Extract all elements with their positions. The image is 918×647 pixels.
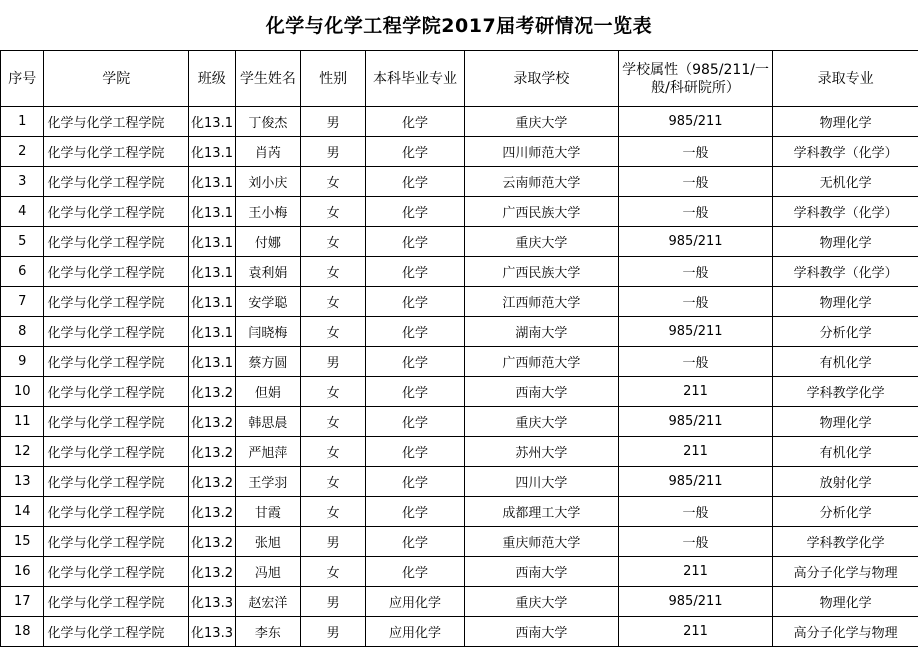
header-college: 学院 [44, 51, 189, 107]
cell-no: 1 [1, 107, 44, 137]
cell-school-type: 985/211 [618, 317, 773, 347]
cell-gender: 女 [301, 167, 366, 197]
cell-student-name: 闫晓梅 [235, 317, 301, 347]
cell-school-type: 211 [618, 617, 773, 647]
cell-undergrad-major: 化学 [365, 347, 464, 377]
cell-admit-school: 重庆大学 [465, 587, 619, 617]
cell-no: 4 [1, 197, 44, 227]
cell-admit-school: 四川大学 [465, 467, 619, 497]
cell-student-name: 李东 [235, 617, 301, 647]
cell-undergrad-major: 化学 [365, 167, 464, 197]
cell-admit-school: 广西民族大学 [465, 197, 619, 227]
cell-student-name: 赵宏洋 [235, 587, 301, 617]
cell-gender: 男 [301, 527, 366, 557]
cell-college: 化学与化学工程学院 [44, 437, 189, 467]
table-row [1, 407, 918, 437]
cell-undergrad-major: 化学 [365, 227, 464, 257]
cell-admit-major: 分析化学 [773, 497, 918, 527]
cell-school-type: 985/211 [618, 587, 773, 617]
cell-class: 化13.2 [189, 467, 236, 497]
cell-undergrad-major: 化学 [365, 287, 464, 317]
table-row [1, 317, 918, 347]
table-row [1, 287, 918, 317]
cell-gender: 女 [301, 437, 366, 467]
cell-school-type: 一般 [618, 497, 773, 527]
cell-student-name: 张旭 [235, 527, 301, 557]
cell-admit-major: 物理化学 [773, 227, 918, 257]
cell-admit-school: 广西师范大学 [465, 347, 619, 377]
cell-no: 9 [1, 347, 44, 377]
cell-college: 化学与化学工程学院 [44, 287, 189, 317]
cell-student-name: 刘小庆 [235, 167, 301, 197]
cell-school-type: 211 [618, 377, 773, 407]
cell-undergrad-major: 化学 [365, 377, 464, 407]
cell-undergrad-major: 化学 [365, 527, 464, 557]
cell-school-type: 一般 [618, 197, 773, 227]
cell-college: 化学与化学工程学院 [44, 497, 189, 527]
cell-gender: 男 [301, 107, 366, 137]
cell-school-type: 一般 [618, 347, 773, 377]
cell-admit-school: 云南师范大学 [465, 167, 619, 197]
cell-no: 8 [1, 317, 44, 347]
cell-admit-school: 江西师范大学 [465, 287, 619, 317]
cell-class: 化13.1 [189, 137, 236, 167]
cell-college: 化学与化学工程学院 [44, 407, 189, 437]
cell-student-name: 付娜 [235, 227, 301, 257]
cell-gender: 女 [301, 497, 366, 527]
cell-no: 13 [1, 467, 44, 497]
cell-school-type: 985/211 [618, 407, 773, 437]
cell-school-type: 一般 [618, 527, 773, 557]
page-title: 化学与化学工程学院2017届考研情况一览表 [0, 0, 918, 50]
table-row [1, 347, 918, 377]
header-no: 序号 [1, 51, 44, 107]
cell-college: 化学与化学工程学院 [44, 347, 189, 377]
cell-admit-major: 物理化学 [773, 107, 918, 137]
cell-school-type: 985/211 [618, 107, 773, 137]
cell-class: 化13.1 [189, 257, 236, 287]
cell-undergrad-major: 化学 [365, 197, 464, 227]
cell-school-type: 一般 [618, 167, 773, 197]
cell-college: 化学与化学工程学院 [44, 107, 189, 137]
table-row [1, 257, 918, 287]
table-row [1, 527, 918, 557]
cell-class: 化13.1 [189, 347, 236, 377]
cell-class: 化13.2 [189, 557, 236, 587]
cell-gender: 男 [301, 137, 366, 167]
cell-college: 化学与化学工程学院 [44, 467, 189, 497]
cell-college: 化学与化学工程学院 [44, 197, 189, 227]
cell-student-name: 但娟 [235, 377, 301, 407]
cell-class: 化13.2 [189, 407, 236, 437]
table-body [1, 107, 918, 647]
cell-student-name: 严旭萍 [235, 437, 301, 467]
header-admit-school: 录取学校 [465, 51, 619, 107]
cell-undergrad-major: 化学 [365, 257, 464, 287]
cell-admit-major: 放射化学 [773, 467, 918, 497]
cell-gender: 女 [301, 377, 366, 407]
table-header-row [1, 51, 918, 107]
cell-college: 化学与化学工程学院 [44, 527, 189, 557]
table-row [1, 467, 918, 497]
cell-school-type: 一般 [618, 287, 773, 317]
cell-admit-major: 分析化学 [773, 317, 918, 347]
cell-no: 18 [1, 617, 44, 647]
cell-admit-school: 苏州大学 [465, 437, 619, 467]
cell-class: 化13.2 [189, 437, 236, 467]
cell-admit-school: 重庆大学 [465, 407, 619, 437]
cell-college: 化学与化学工程学院 [44, 587, 189, 617]
cell-college: 化学与化学工程学院 [44, 377, 189, 407]
cell-undergrad-major: 化学 [365, 557, 464, 587]
cell-admit-major: 无机化学 [773, 167, 918, 197]
cell-admit-school: 重庆大学 [465, 227, 619, 257]
header-name: 学生姓名 [235, 51, 301, 107]
cell-class: 化13.3 [189, 617, 236, 647]
cell-college: 化学与化学工程学院 [44, 227, 189, 257]
cell-no: 2 [1, 137, 44, 167]
cell-class: 化13.1 [189, 167, 236, 197]
cell-admit-school: 湖南大学 [465, 317, 619, 347]
cell-gender: 女 [301, 287, 366, 317]
cell-class: 化13.2 [189, 497, 236, 527]
header-school-type: 学校属性（985/211/一般/科研院所） [618, 51, 773, 107]
cell-student-name: 安学聪 [235, 287, 301, 317]
table-row [1, 377, 918, 407]
cell-student-name: 冯旭 [235, 557, 301, 587]
header-undergrad-major: 本科毕业专业 [365, 51, 464, 107]
cell-admit-major: 学科教学（化学） [773, 257, 918, 287]
cell-undergrad-major: 化学 [365, 497, 464, 527]
table-row [1, 497, 918, 527]
cell-gender: 男 [301, 587, 366, 617]
cell-student-name: 肖芮 [235, 137, 301, 167]
cell-no: 5 [1, 227, 44, 257]
cell-student-name: 王小梅 [235, 197, 301, 227]
cell-class: 化13.3 [189, 587, 236, 617]
table-row [1, 227, 918, 257]
cell-undergrad-major: 化学 [365, 107, 464, 137]
cell-student-name: 甘霞 [235, 497, 301, 527]
cell-student-name: 袁利娟 [235, 257, 301, 287]
cell-admit-school: 重庆师范大学 [465, 527, 619, 557]
cell-student-name: 韩思晨 [235, 407, 301, 437]
table-row [1, 167, 918, 197]
cell-college: 化学与化学工程学院 [44, 317, 189, 347]
cell-admit-major: 物理化学 [773, 287, 918, 317]
cell-no: 11 [1, 407, 44, 437]
cell-student-name: 丁俊杰 [235, 107, 301, 137]
cell-college: 化学与化学工程学院 [44, 137, 189, 167]
table-row [1, 557, 918, 587]
cell-admit-major: 有机化学 [773, 437, 918, 467]
cell-admit-major: 高分子化学与物理 [773, 617, 918, 647]
cell-undergrad-major: 化学 [365, 467, 464, 497]
cell-class: 化13.1 [189, 227, 236, 257]
header-admit-major: 录取专业 [773, 51, 918, 107]
table-row [1, 197, 918, 227]
cell-admit-school: 广西民族大学 [465, 257, 619, 287]
cell-undergrad-major: 化学 [365, 437, 464, 467]
cell-no: 12 [1, 437, 44, 467]
cell-school-type: 211 [618, 557, 773, 587]
cell-no: 10 [1, 377, 44, 407]
cell-school-type: 211 [618, 437, 773, 467]
cell-school-type: 一般 [618, 257, 773, 287]
cell-undergrad-major: 化学 [365, 137, 464, 167]
cell-class: 化13.1 [189, 287, 236, 317]
cell-undergrad-major: 应用化学 [365, 617, 464, 647]
cell-admit-school: 成都理工大学 [465, 497, 619, 527]
cell-gender: 女 [301, 317, 366, 347]
cell-undergrad-major: 化学 [365, 407, 464, 437]
cell-gender: 男 [301, 617, 366, 647]
table-row [1, 107, 918, 137]
cell-admit-major: 学科教学化学 [773, 377, 918, 407]
table-row [1, 617, 918, 647]
table-row [1, 437, 918, 467]
cell-no: 16 [1, 557, 44, 587]
cell-admit-school: 西南大学 [465, 377, 619, 407]
cell-admit-major: 有机化学 [773, 347, 918, 377]
cell-student-name: 蔡方圆 [235, 347, 301, 377]
cell-no: 14 [1, 497, 44, 527]
cell-admit-school: 重庆大学 [465, 107, 619, 137]
cell-class: 化13.1 [189, 197, 236, 227]
cell-school-type: 985/211 [618, 467, 773, 497]
cell-no: 7 [1, 287, 44, 317]
cell-gender: 女 [301, 197, 366, 227]
cell-admit-major: 高分子化学与物理 [773, 557, 918, 587]
cell-no: 15 [1, 527, 44, 557]
cell-college: 化学与化学工程学院 [44, 617, 189, 647]
cell-admit-major: 学科教学（化学） [773, 197, 918, 227]
cell-gender: 女 [301, 557, 366, 587]
cell-college: 化学与化学工程学院 [44, 257, 189, 287]
cell-gender: 女 [301, 227, 366, 257]
cell-school-type: 一般 [618, 137, 773, 167]
cell-admit-major: 学科教学（化学） [773, 137, 918, 167]
cell-gender: 女 [301, 407, 366, 437]
header-gender: 性别 [301, 51, 366, 107]
cell-student-name: 王学羽 [235, 467, 301, 497]
cell-gender: 男 [301, 347, 366, 377]
cell-no: 17 [1, 587, 44, 617]
cell-undergrad-major: 应用化学 [365, 587, 464, 617]
cell-gender: 女 [301, 257, 366, 287]
table-row [1, 137, 918, 167]
cell-undergrad-major: 化学 [365, 317, 464, 347]
cell-school-type: 985/211 [618, 227, 773, 257]
cell-admit-school: 西南大学 [465, 617, 619, 647]
cell-gender: 女 [301, 467, 366, 497]
cell-college: 化学与化学工程学院 [44, 557, 189, 587]
cell-admit-school: 四川师范大学 [465, 137, 619, 167]
table-row [1, 587, 918, 617]
cell-admit-major: 物理化学 [773, 407, 918, 437]
cell-no: 6 [1, 257, 44, 287]
graduate-admission-table [0, 50, 918, 647]
cell-admit-school: 西南大学 [465, 557, 619, 587]
cell-admit-major: 物理化学 [773, 587, 918, 617]
cell-admit-major: 学科教学化学 [773, 527, 918, 557]
cell-class: 化13.2 [189, 527, 236, 557]
cell-college: 化学与化学工程学院 [44, 167, 189, 197]
header-class: 班级 [189, 51, 236, 107]
cell-class: 化13.1 [189, 107, 236, 137]
cell-no: 3 [1, 167, 44, 197]
cell-class: 化13.1 [189, 317, 236, 347]
cell-class: 化13.2 [189, 377, 236, 407]
